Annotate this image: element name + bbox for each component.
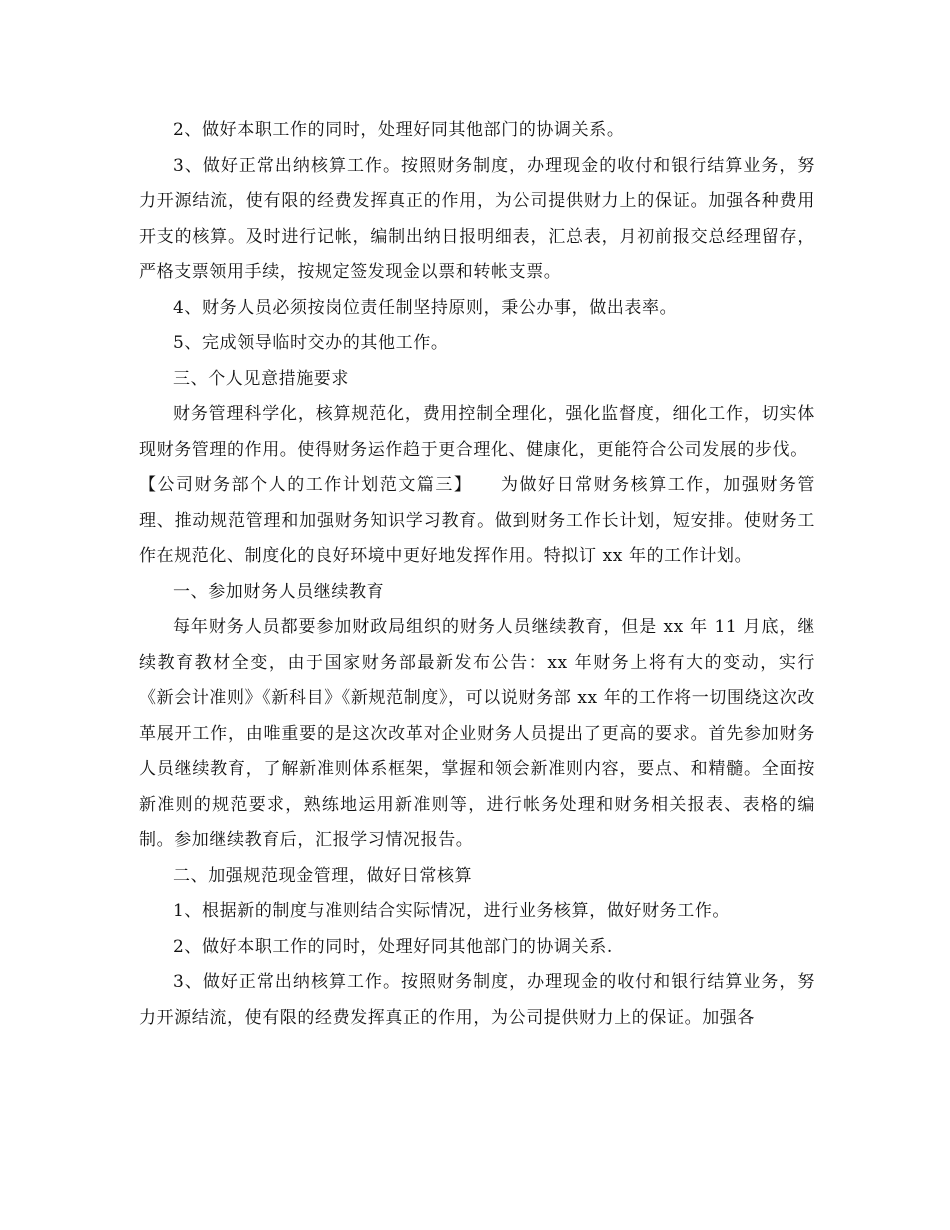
paragraph-article-three-intro: 【公司财务部个人的工作计划范文篇三】 为做好日常财务核算工作，加强财务管理、推动规范管理和加强财务知识学习教育。做到财务工作长计划，短安排。使财务工作在规范化、制度化的良好环境中更好地发挥作用。特拟订 xx 年的工作计划。 xyxy=(139,475,815,566)
section-heading-continuing-education: 一、参加财务人员继续教育 xyxy=(173,581,385,602)
paragraph-temporary-tasks: 5、完成领导临时交办的其他工作。 xyxy=(173,333,449,353)
paragraph-duty-coordination: 2、做好本职工作的同时，处理好同其他部门的协调关系。 xyxy=(173,120,625,140)
paragraph-cashier-accounting: 3、做好正常出纳核算工作。按照财务制度，办理现金的收付和银行结算业务，努力开源结流，使有限的经费发挥真正的作用，为公司提供财力上的保证。加强各种费用开支的核算。及时进行记帐，编制出纳日报明细表，汇总表，月初前报交总经理留存，严格支票领用手续，按规定签发现金以票和转帐支票。 xyxy=(139,155,815,282)
paragraph-cashier-accounting-repeat: 3、做好正常出纳核算工作。按照财务制度，办理现金的收付和银行结算业务，努力开源结流，使有限的经费发挥真正的作用，为公司提供财力上的保证。加强各 xyxy=(139,972,815,1028)
section-heading-cash-management: 二、加强规范现金管理，做好日常核算 xyxy=(173,865,473,886)
paragraph-financial-management: 财务管理科学化，核算规范化，费用控制全理化，强化监督度，细化工作，切实体现财务管理的作用。使得财务运作趋于更合理化、健康化，更能符合公司发展的步伐。 xyxy=(139,404,815,460)
paragraph-duty-coordination-repeat: 2、做好本职工作的同时，处理好同其他部门的协调关系. xyxy=(173,936,613,957)
section-heading-personal-suggestions: 三、个人见意措施要求 xyxy=(173,368,349,389)
paragraph-staff-responsibility: 4、财务人员必须按岗位责任制坚持原则，秉公办事，做出表率。 xyxy=(173,297,678,318)
paragraph-continuing-education: 每年财务人员都要参加财政局组织的财务人员继续教育，但是 xx 年 11 月底，继续教育教材全变，由于国家财务部最新发布公告：xx 年财务上将有大的变动，实行《新会计准则》《新科目》《新规范制度》，可以说财务部 xx 年的工作将一切围绕这次改革展开工作，由唯重要的是这次改革对企业财务人员提出了更高的要求。首先参加财务人员继续教育，了解新准则体系框架，掌握和领会新准则内容，要点、和精髓。全面按新准则的规范要求，熟练地运用新准则等，进行帐务处理和财务相关报表、表格的编制。参加继续教育后，汇报学习情况报告。 xyxy=(139,617,815,850)
document-body xyxy=(139,113,815,1036)
paragraph-business-accounting: 1、根据新的制度与准则结合实际情况，进行业务核算，做好财务工作。 xyxy=(173,901,731,921)
